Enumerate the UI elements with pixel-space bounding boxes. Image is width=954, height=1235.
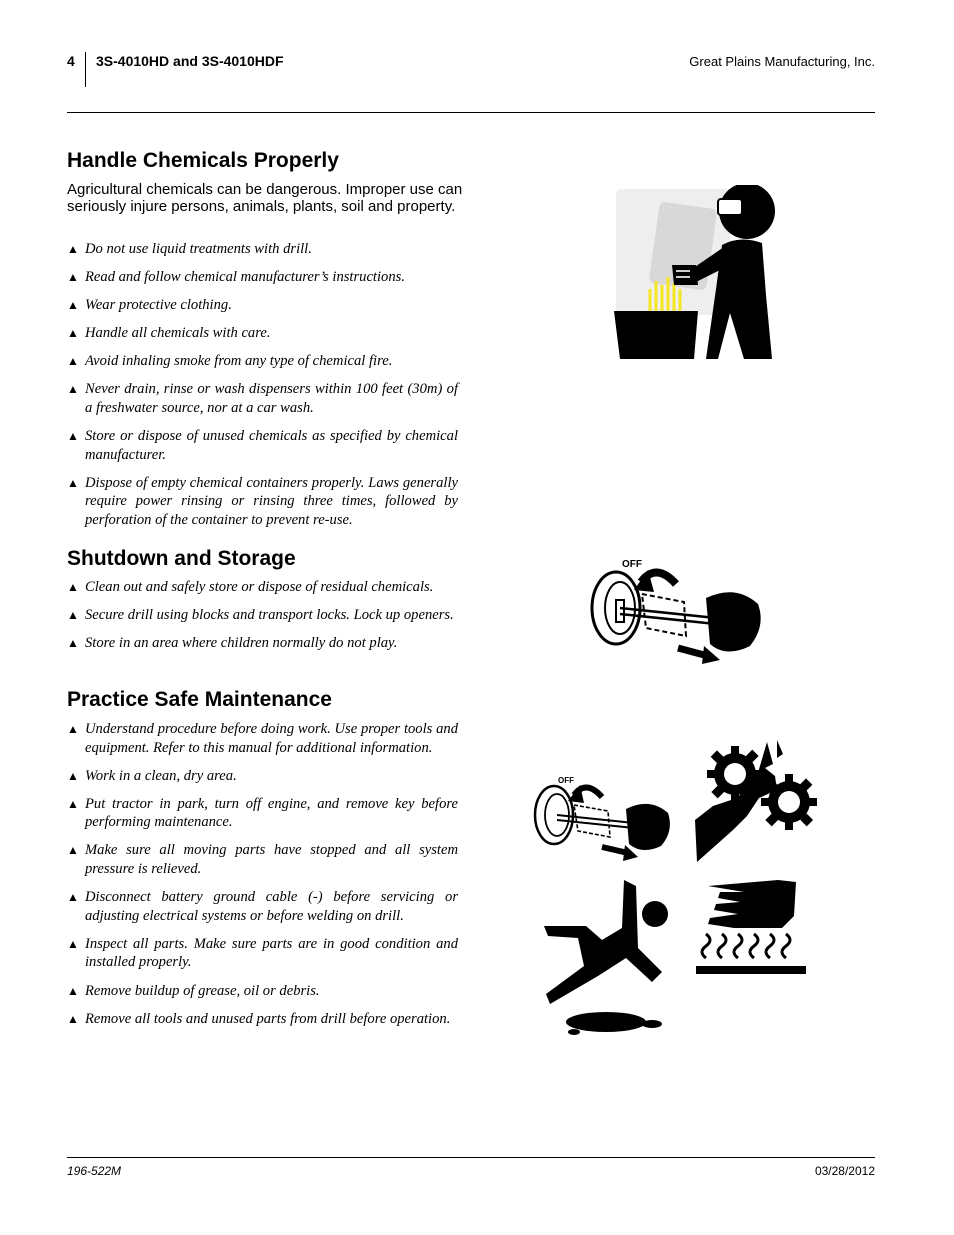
list-item: [67, 578, 458, 597]
list-item: [67, 1010, 458, 1029]
list-item: [67, 427, 458, 464]
key-off-label-small: OFF: [558, 776, 574, 785]
warning-triangle-icon: ▲: [67, 983, 79, 998]
list-item-text: Work in a clean, dry area.: [85, 767, 237, 784]
list-item: [67, 296, 458, 315]
document-title: 3S-4010HD and 3S-4010HDF: [96, 53, 284, 69]
list-item-text: Disconnect battery ground cable (-) before servicing or adjusting electrical systems or before welding on drill.: [85, 889, 458, 924]
list-item-text: Wear protective clothing.: [85, 297, 232, 314]
list-item: [67, 888, 458, 925]
warning-triangle-icon: ▲: [67, 382, 79, 397]
list-item-text: Remove buildup of grease, oil or debris.: [85, 982, 320, 999]
warning-triangle-icon: ▲: [67, 890, 79, 905]
warning-triangle-icon: ▲: [67, 475, 79, 490]
warning-triangle-icon: ▲: [67, 936, 79, 951]
warning-triangle-icon: ▲: [67, 722, 79, 736]
warning-triangle-icon: ▲: [67, 1011, 79, 1026]
list-item: [67, 634, 458, 653]
publication-date: 03/28/2012: [814, 1164, 875, 1178]
list-item-text: Dispose of empty chemical containers properly. Laws generally require power rinsing or rinsing three times, followed by perforation of the container to prevent re-use.: [85, 474, 458, 529]
warning-triangle-icon: ▲: [67, 796, 79, 811]
list-item: [67, 982, 458, 1001]
warning-triangle-icon: ▲: [67, 326, 79, 341]
list-item-text: Never drain, rinse or wash dispensers within 100 feet (30m) of a freshwater source, nor at a car wash.: [85, 381, 458, 417]
list-item: [67, 324, 458, 343]
warning-triangle-icon: ▲: [67, 580, 79, 594]
warning-triangle-icon: ▲: [67, 298, 79, 313]
footer-rule: [67, 1157, 875, 1158]
list-item-text: Store in an area where children normally do not play.: [85, 635, 398, 652]
chemical-handling-icon: [612, 185, 782, 361]
key-off-label: OFF: [622, 559, 642, 570]
list-item: [67, 841, 458, 878]
page-number: 4: [67, 53, 75, 69]
header-divider: [85, 52, 86, 87]
list-item: [67, 240, 458, 259]
company-name: Great Plains Manufacturing, Inc.: [689, 54, 875, 69]
header-rule: [67, 112, 875, 113]
maintenance-bullet-list: [67, 720, 458, 1038]
shutdown-bullet-list: [67, 578, 458, 662]
warning-triangle-icon: ▲: [67, 608, 79, 623]
hot-surface-icon: [694, 878, 808, 978]
list-item-text: Read and follow chemical manufacturer’s instructions.: [85, 269, 405, 286]
list-item-text: Do not use liquid treatments with drill.: [85, 241, 312, 257]
heading-shutdown-storage: Shutdown and Storage: [67, 547, 296, 570]
warning-triangle-icon: ▲: [67, 354, 79, 369]
warning-triangle-icon: ▲: [67, 429, 79, 444]
chemicals-bullet-list: [67, 240, 458, 539]
key-off-icon: [530, 773, 676, 863]
list-item-text: Avoid inhaling smoke from any type of chemical fire.: [85, 353, 393, 370]
rotating-gears-hazard-icon: [693, 740, 819, 862]
warning-triangle-icon: ▲: [67, 242, 79, 256]
list-item-text: Remove all tools and unused parts from drill before operation.: [85, 1010, 451, 1027]
list-item: [67, 474, 458, 530]
list-item-text: Secure drill using blocks and transport locks. Lock up openers.: [85, 607, 454, 624]
warning-triangle-icon: ▲: [67, 843, 79, 858]
warning-triangle-icon: ▲: [67, 768, 79, 783]
chemicals-intro: Agricultural chemicals can be dangerous. Improper use can seriously injure persons, animals, plants, soil and property.: [67, 181, 463, 215]
list-item-text: Handle all chemicals with care.: [85, 325, 271, 342]
list-item: [67, 606, 458, 625]
part-number: 196-522M: [67, 1164, 122, 1178]
list-item: [67, 767, 458, 786]
list-item-text: Inspect all parts. Make sure parts are in good condition and installed properly.: [85, 935, 458, 971]
list-item: [67, 380, 458, 417]
list-item: [67, 352, 458, 371]
list-item: [67, 935, 458, 972]
heading-handle-chemicals: Handle Chemicals Properly: [67, 149, 339, 172]
list-item: [67, 795, 458, 832]
warning-triangle-icon: ▲: [67, 636, 79, 651]
list-item-text: Put tractor in park, turn off engine, and remove key before performing maintenance.: [85, 795, 458, 831]
heading-safe-maintenance: Practice Safe Maintenance: [67, 688, 332, 711]
list-item: [67, 268, 458, 287]
key-off-icon: [586, 554, 768, 668]
list-item-text: Clean out and safely store or dispose of residual chemicals.: [85, 579, 434, 595]
warning-triangle-icon: ▲: [67, 270, 79, 285]
list-item-text: Understand procedure before doing work. Use proper tools and equipment. Refer to this manual for additional information.: [85, 721, 458, 756]
list-item-text: Store or dispose of unused chemicals as specified by chemical manufacturer.: [85, 428, 458, 463]
list-item-text: Make sure all moving parts have stopped and all system pressure is relieved.: [85, 842, 458, 878]
list-item: [67, 720, 458, 757]
slip-fall-hazard-icon: [540, 878, 676, 1038]
